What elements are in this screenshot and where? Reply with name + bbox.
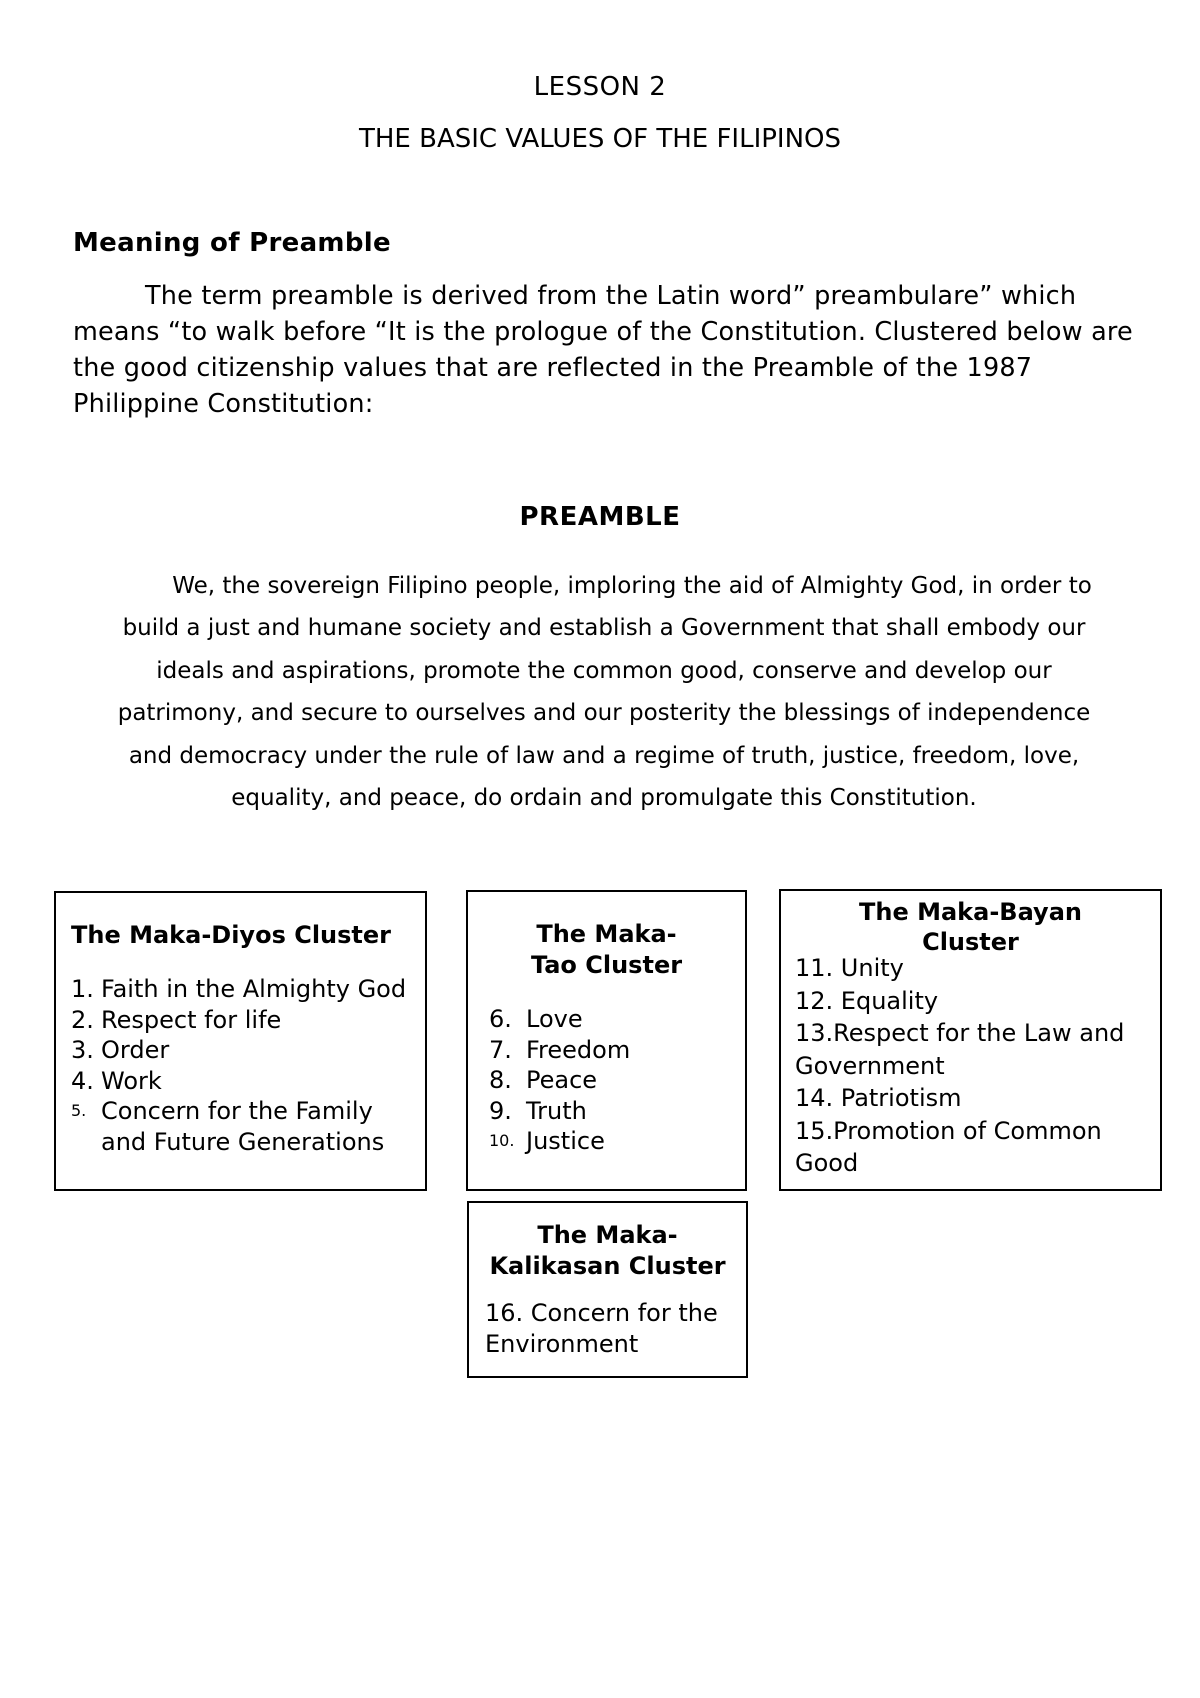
item-number: 4. — [71, 1066, 94, 1095]
item-text: Freedom — [526, 1035, 631, 1064]
list-item: 11. Unity — [795, 954, 904, 982]
lesson-title: THE BASIC VALUES OF THE FILIPINOS — [358, 124, 841, 154]
maka-kalikasan-list — [485, 1298, 745, 1359]
item-text: Love — [526, 1005, 583, 1033]
item-text: Respect for life — [101, 1005, 282, 1034]
maka-kalikasan-cluster-box — [467, 1201, 748, 1378]
maka-diyos-cluster-box — [54, 891, 427, 1191]
item-number: 3. — [71, 1036, 94, 1064]
maka-bayan-cluster-title: The Maka-Bayan Cluster — [859, 898, 1082, 956]
preamble-text — [84, 565, 1124, 819]
preamble-line: ideals and aspirations, promote the common good, conserve and develop our — [156, 657, 1052, 684]
item-number: 2. — [71, 1005, 94, 1034]
list-item — [71, 1096, 406, 1157]
list-item: 16. Concern for the Environment — [485, 1299, 718, 1358]
item-number: 6. — [489, 1005, 512, 1033]
item-number: 9. — [489, 1096, 512, 1125]
maka-tao-cluster-box — [466, 890, 747, 1191]
list-item: 13.Respect for the Law and Government — [795, 1019, 1125, 1080]
item-number: 10. — [489, 1131, 515, 1150]
item-number: 8. — [489, 1066, 512, 1094]
item-number: 7. — [489, 1035, 512, 1064]
list-item — [489, 1004, 630, 1035]
preamble-line: build a just and humane society and establish a Government that shall embody our — [122, 615, 1086, 642]
lesson-label: LESSON 2 — [533, 72, 667, 102]
preamble-line: We, the sovereign Filipino people, imploring the aid of Almighty God, in order to — [172, 573, 1092, 599]
list-item — [489, 1096, 630, 1127]
maka-diyos-cluster-title: The Maka-Diyos Cluster — [71, 921, 392, 949]
list-item — [489, 1065, 630, 1096]
list-item — [71, 974, 406, 1005]
preamble-heading: PREAMBLE — [519, 502, 681, 532]
item-text: Justice — [526, 1127, 605, 1155]
list-item — [489, 1126, 630, 1157]
item-text: Concern for the Family and Future Generations — [101, 1097, 385, 1156]
item-text: Order — [101, 1036, 170, 1064]
meaning-paragraph: The term preamble is derived from the Latin word” preambulare” which means “to walk before “It is the prologue of the Constitution. Clustered below are the good citizenship values that are reflected in the Preamble of the 1987 Philippine Constitution: — [73, 281, 1133, 419]
list-item — [71, 1066, 406, 1097]
list-item: 14. Patriotism — [795, 1084, 962, 1112]
maka-tao-cluster-title: The Maka-Tao Cluster — [530, 920, 683, 979]
preamble-line: and democracy under the rule of law and a regime of truth, justice, freedom, love, — [128, 742, 1080, 769]
maka-diyos-list — [71, 974, 406, 1157]
list-item — [71, 1035, 406, 1066]
item-text: Faith in the Almighty God — [101, 975, 407, 1003]
list-item: 15.Promotion of Common Good — [795, 1116, 1102, 1177]
meaning-heading: Meaning of Preamble — [73, 228, 391, 258]
maka-bayan-cluster-box — [779, 889, 1162, 1191]
item-text: Truth — [526, 1096, 587, 1125]
item-number: 1. — [71, 975, 94, 1003]
item-number: 5. — [71, 1101, 87, 1120]
maka-bayan-list — [795, 952, 1155, 1180]
item-text: Work — [101, 1066, 162, 1095]
list-item — [71, 1005, 406, 1036]
list-item: 12. Equality — [795, 986, 939, 1015]
maka-kalikasan-cluster-title: The Maka-Kalikasan Cluster — [489, 1221, 726, 1280]
item-text: Peace — [526, 1066, 598, 1094]
maka-tao-list — [489, 1004, 630, 1157]
list-item — [489, 1035, 630, 1066]
preamble-line: equality, and peace, do ordain and promulgate this Constitution. — [231, 785, 977, 812]
preamble-line: patrimony, and secure to ourselves and our posterity the blessings of independence — [117, 700, 1091, 727]
